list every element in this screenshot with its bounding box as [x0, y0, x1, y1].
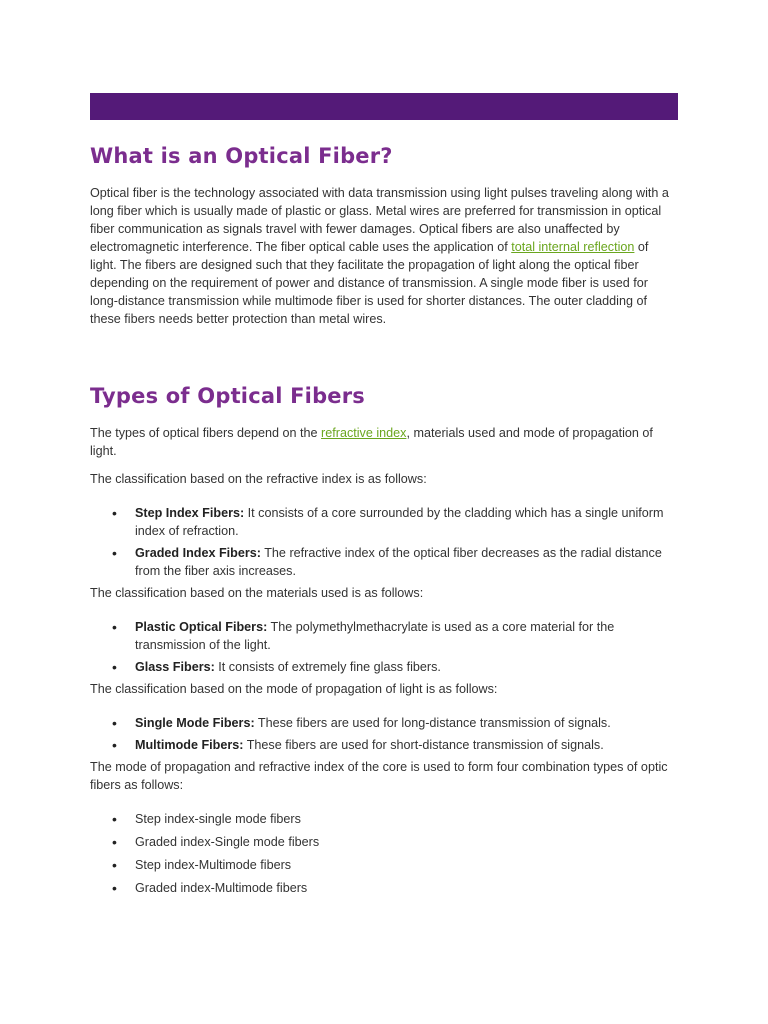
- refractive-classification-intro: The classification based on the refractive index is as follows:: [90, 472, 427, 486]
- list-item-glass-fibers: [90, 658, 678, 676]
- list-item: • Step index-Multimode fibers: [90, 856, 678, 874]
- materials-classification-intro: The classification based on the materials used is as follows:: [90, 586, 424, 600]
- combination-types-intro: The mode of propagation and refractive index of the core is used to form four combination types of optic fibers as follows:: [90, 760, 668, 792]
- types-intro-part2: , materials used and mode of propagation of light.: [90, 426, 653, 458]
- list-item-text: It consists of a core surrounded by the cladding which has a single uniform index of refraction.: [135, 506, 664, 538]
- mode-classification-intro: The classification based on the mode of propagation of light is as follows:: [90, 682, 498, 696]
- heading-types-of-optical-fibers: Types of Optical Fibers: [90, 384, 366, 408]
- refractive-index-link[interactable]: refractive index: [321, 426, 407, 440]
- list-item-graded-index: [90, 544, 678, 580]
- list-item-text: These fibers are used for short-distance transmission of signals.: [243, 738, 604, 752]
- list-item: • Step index-single mode fibers: [90, 810, 678, 828]
- refractive-index-list: [90, 504, 678, 580]
- header-banner: [90, 93, 678, 120]
- list-item-text: The refractive index of the optical fiber decreases as the radial distance from the fiber axis increases.: [135, 546, 662, 578]
- list-item: • Graded index-Single mode fibers: [90, 833, 678, 851]
- types-intro-part1: The types of optical fibers depend on the: [90, 426, 322, 440]
- mode-list: [90, 714, 678, 754]
- document-page: [90, 93, 678, 897]
- list-item-text: The polymethylmethacrylate is used as a core material for the transmission of the light.: [135, 620, 615, 652]
- description-text-part2: of light. The fibers are designed such that they facilitate the propagation of light along the optical fiber depending on the requirement of power and distance of transmission. A single mode fiber is used for long-distance transmission while multimode fiber is used for shorter distances. The outer cladding of these fibers needs better protection than metal wires.: [90, 240, 649, 326]
- total-internal-reflection-link[interactable]: total internal reflection: [511, 240, 635, 254]
- list-item-text: These fibers are used for long-distance transmission of signals.: [254, 716, 611, 730]
- list-item-term: Multimode Fibers:: [135, 738, 244, 752]
- list-item-term: Graded Index Fibers:: [135, 546, 261, 560]
- list-item-text: It consists of extremely fine glass fibers.: [214, 660, 441, 674]
- list-item-plastic-optical: [90, 618, 678, 654]
- types-intro-paragraph: [90, 424, 678, 460]
- list-item-term: Glass Fibers:: [135, 660, 215, 674]
- list-item-term: Plastic Optical Fibers:: [135, 620, 268, 634]
- description-text-part1: Optical fiber is the technology associated with data transmission using light pulses traveling along with a long fiber which is usually made of plastic or glass. Metal wires are preferred for transmission in optical fiber communication as signals travel with fewer damages. Optical fibers are also unaffected by electromagnetic interference. The fiber optical cable uses the application of: [90, 186, 669, 254]
- list-item-term: Single Mode Fibers:: [135, 716, 255, 730]
- list-item-step-index: [90, 504, 678, 540]
- list-item-multimode: [90, 736, 678, 754]
- heading-what-is-optical-fiber: What is an Optical Fiber?: [90, 144, 393, 168]
- list-item-single-mode: [90, 714, 678, 732]
- list-item: • Graded index-Multimode fibers: [90, 879, 678, 897]
- materials-list: [90, 618, 678, 676]
- optical-fiber-description: [90, 184, 678, 328]
- list-item-term: Step Index Fibers:: [135, 506, 245, 520]
- combination-types-list: [90, 810, 678, 897]
